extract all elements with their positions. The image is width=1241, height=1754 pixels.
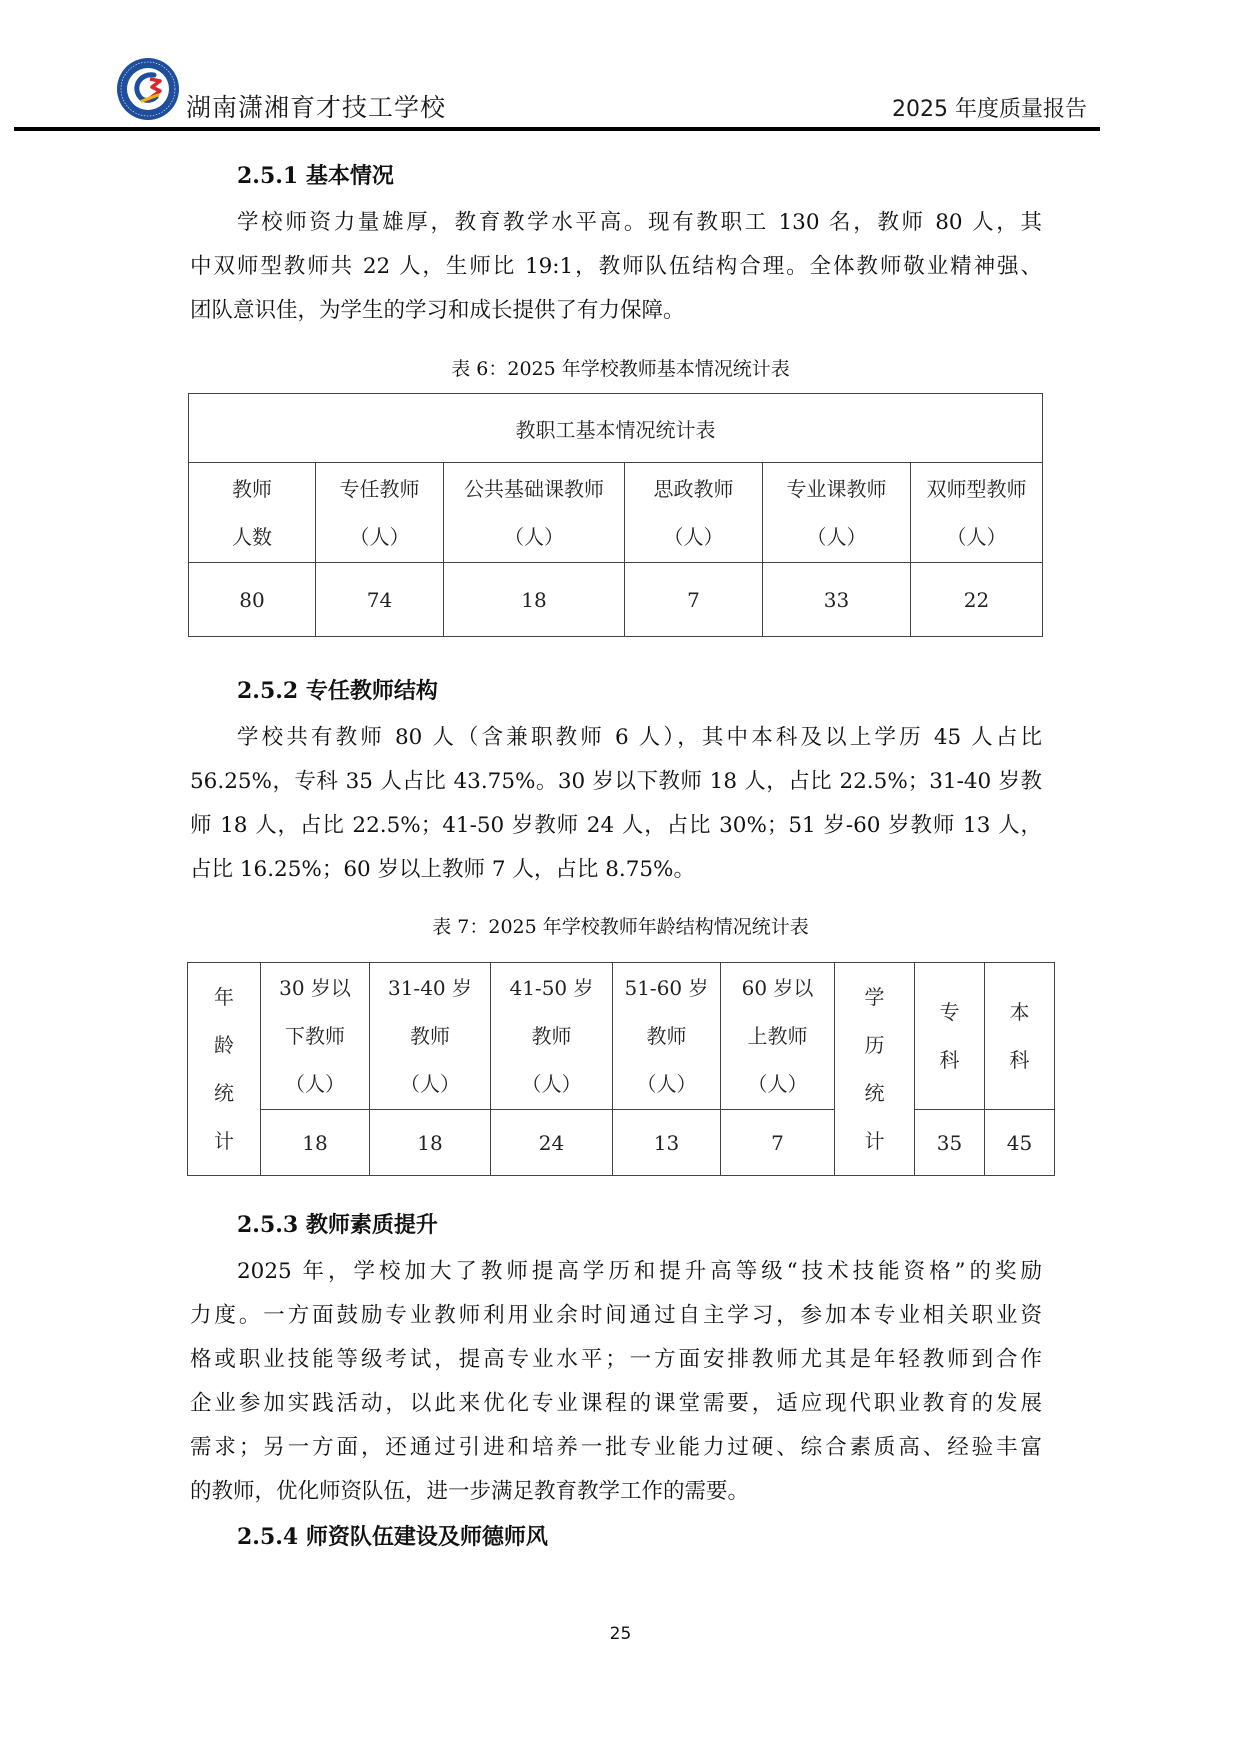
edu-header-cell: 本 科 [985, 963, 1055, 1110]
paragraph-line: 格或职业技能等级考试，提高专业水平；一方面安排教师尤其是年轻教师到合作 [190, 1347, 1042, 1372]
age-header-cell: 31-40 岁 教师 （人） [370, 963, 491, 1110]
school-logo [116, 57, 180, 121]
edu-value-cell: 35 [915, 1110, 985, 1176]
age-value-cell: 24 [491, 1110, 613, 1176]
table-header-cell: 教师 人数 [189, 463, 316, 563]
table-cell: 33 [763, 563, 911, 637]
paragraph-line: 团队意识佳，为学生的学习和成长提供了有力保障。 [190, 298, 685, 323]
section-heading-2-5-4: 2.5.4 师资队伍建设及师德师风 [237, 1524, 548, 1550]
header-rule [14, 127, 1100, 131]
age-header-cell: 51-60 岁 教师 （人） [613, 963, 721, 1110]
age-header-cell: 30 岁以 下教师 （人） [261, 963, 370, 1110]
edu-header-cell: 专 科 [915, 963, 985, 1110]
section-heading-2-5-2: 2.5.2 专任教师结构 [237, 678, 438, 704]
age-value-cell: 18 [261, 1110, 370, 1176]
paragraph-line: 企业参加实践活动，以此来优化专业课程的课堂需要，适应现代职业教育的发展 [190, 1391, 1042, 1416]
table-header-cell: 专业课教师 （人） [763, 463, 911, 563]
edu-stat-label: 学 历 统 计 [835, 963, 915, 1176]
table-cell: 18 [444, 563, 625, 637]
table-header-cell: 思政教师 （人） [625, 463, 763, 563]
age-value-cell: 7 [721, 1110, 835, 1176]
age-stat-label: 年 龄 统 计 [188, 963, 261, 1176]
age-value-cell: 13 [613, 1110, 721, 1176]
paragraph-line: 56.25%，专科 35 人占比 43.75%。30 岁以下教师 18 人，占比 22.5%；31-40 岁教 [190, 769, 1042, 794]
paragraph-line: 学校共有教师 80 人（含兼职教师 6 人），其中本科及以上学历 45 人占比 [237, 725, 1042, 750]
paragraph-line: 需求；另一方面，还通过引进和培养一批专业能力过硬、综合素质高、经验丰富 [190, 1435, 1042, 1460]
section-heading-2-5-3: 2.5.3 教师素质提升 [237, 1212, 438, 1238]
paragraph-line: 的教师，优化师资队伍，进一步满足教育教学工作的需要。 [190, 1479, 750, 1504]
section-heading-2-5-1: 2.5.1 基本情况 [237, 163, 394, 189]
table-cell: 7 [625, 563, 763, 637]
page-number: 25 [609, 1624, 632, 1644]
age-header-cell: 60 岁以 上教师 （人） [721, 963, 835, 1110]
table-caption: 表 7：2025 年学校教师年龄结构情况统计表 [432, 916, 809, 938]
table-title: 教职工基本情况统计表 [189, 394, 1043, 463]
report-title: 2025 年度质量报告 [892, 97, 1087, 122]
table-cell: 80 [189, 563, 316, 637]
table-caption: 表 6：2025 年学校教师基本情况统计表 [451, 358, 790, 380]
paragraph-line: 力度。一方面鼓励专业教师利用业余时间通过自主学习，参加本专业相关职业资 [190, 1303, 1042, 1328]
teacher-basic-table [188, 393, 1043, 637]
age-value-cell: 18 [370, 1110, 491, 1176]
school-logo-icon [116, 57, 180, 121]
table-header-cell: 公共基础课教师 （人） [444, 463, 625, 563]
paragraph-line: 占比 16.25%；60 岁以上教师 7 人，占比 8.75%。 [190, 857, 695, 882]
table-cell: 22 [911, 563, 1043, 637]
age-header-cell: 41-50 岁 教师 （人） [491, 963, 613, 1110]
edu-value-cell: 45 [985, 1110, 1055, 1176]
teacher-age-table [187, 962, 1055, 1176]
paragraph-line: 师 18 人，占比 22.5%；41-50 岁教师 24 人，占比 30%；51 岁-60 岁教师 13 人， [190, 813, 1042, 838]
table-cell: 74 [316, 563, 444, 637]
school-name: 湖南潇湘育才技工学校 [186, 93, 447, 122]
table-header-cell: 专任教师 （人） [316, 463, 444, 563]
table-header-cell: 双师型教师 （人） [911, 463, 1043, 563]
paragraph-line: 学校师资力量雄厚，教育教学水平高。现有教职工 130 名，教师 80 人，其 [237, 210, 1042, 235]
paragraph-line: 2025 年，学校加大了教师提高学历和提升高等级“技术技能资格”的奖励 [237, 1259, 1042, 1284]
paragraph-line: 中双师型教师共 22 人，生师比 19:1，教师队伍结构合理。全体教师敬业精神强、 [190, 254, 1042, 279]
